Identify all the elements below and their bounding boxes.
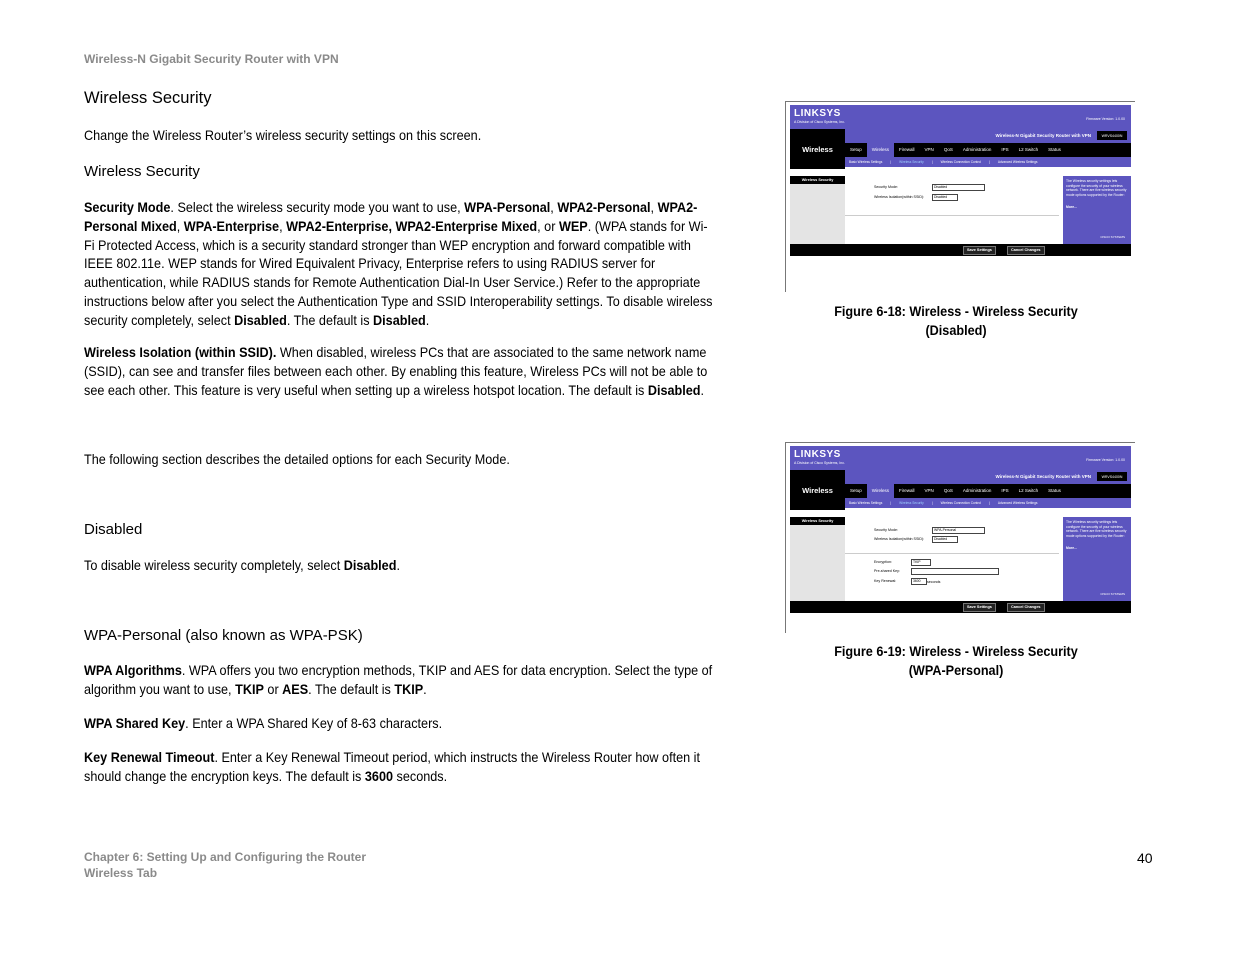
encryption-select[interactable]: TKIP: [911, 559, 931, 566]
tab-firewall[interactable]: Firewall: [899, 488, 915, 493]
subtab-connection-control[interactable]: Wireless Connection Control: [940, 160, 981, 164]
help-panel: [1063, 517, 1131, 601]
tab-ips[interactable]: IPS: [1001, 147, 1009, 152]
subtab-advanced[interactable]: Advanced Wireless Settings: [997, 501, 1038, 505]
text: . Enter a WPA Shared Key of 8-63 characters.: [185, 716, 443, 731]
wpa-title: WPA-Personal (also known as WPA-PSK): [84, 627, 363, 644]
subtab-security[interactable]: Wireless Security: [899, 160, 924, 164]
security-mode-paragraph: [84, 199, 716, 331]
tab-qos[interactable]: QoS: [943, 147, 953, 152]
firmware-version: Firmware Version: 1.0.00: [1086, 458, 1125, 462]
main-nav: [845, 143, 1131, 157]
option: WPA-Enterprise: [183, 218, 280, 234]
tab-setup[interactable]: Setup: [850, 147, 862, 152]
cancel-changes-button[interactable]: Cancel Changes: [1007, 603, 1045, 612]
subtab-sep: |: [890, 501, 892, 505]
logo-subtitle: A Division of Cisco Systems, Inc.: [794, 461, 845, 465]
option: TKIP: [235, 681, 264, 697]
sub-nav: [845, 157, 1131, 167]
security-mode-label: Security Mode:: [874, 185, 898, 189]
text: . (WPA stands for Wi-Fi Protected Access, which is a security standard stronger than WEP encryption and forward compatible with IEEE 802.11e. WEP stands for Wired Equivalent Privacy, Enterprise refers to using RADIUS server for authentication, while RADIUS stands for Remote Authentication Dial-In User Service.) Refer to the appropriate instructions below after you select the Authentication Type and SSID Interoperability settings. To disable wireless security completely, select: [84, 218, 713, 328]
subtab-sep: |: [931, 501, 933, 505]
tab-administration[interactable]: Administration: [962, 147, 992, 152]
caption-line: (WPA-Personal): [908, 663, 1004, 678]
tab-firewall[interactable]: Firewall: [899, 147, 915, 152]
help-panel: [1063, 176, 1131, 244]
sub-nav: [845, 498, 1131, 508]
linksys-header: [790, 105, 1131, 129]
subtab-basic[interactable]: Basic Wireless Settings: [849, 501, 883, 505]
psk-label: Pre-shared Key:: [874, 569, 900, 573]
model-number: WRVS4400N: [1097, 472, 1127, 481]
cisco-logo: CISCO SYSTEMS: [1100, 235, 1125, 240]
divider: [845, 553, 1059, 554]
isolation-select[interactable]: Disabled: [932, 536, 958, 543]
subtab-sep: |: [890, 160, 892, 164]
tab-status[interactable]: Status: [1048, 488, 1061, 493]
subtab-basic[interactable]: Basic Wireless Settings: [849, 160, 883, 164]
renewal-label: Key Renewal:: [874, 579, 897, 583]
caption-line: Figure 6-18: Wireless - Wireless Security: [834, 304, 1078, 319]
option: WEP: [558, 218, 588, 234]
following-paragraph: The following section describes the detailed options for each Security Mode.: [84, 452, 510, 467]
product-bar: [845, 470, 1131, 484]
text: When disabled, wireless PCs that are associated to the same network name (SSID), can see and transfer files between each other. By enabling this feature, Wireless PCs will not be able to see each other. This feature is very useful when setting up a wireless hotspot location. The default is: [84, 345, 708, 398]
more-link[interactable]: More...: [1066, 205, 1077, 210]
subtab-advanced[interactable]: Advanced Wireless Settings: [997, 160, 1038, 164]
cisco-logo: CISCO SYSTEMS: [1100, 592, 1125, 597]
intro-paragraph: Change the Wireless Router’s wireless security settings on this screen.: [84, 128, 482, 143]
option: WPA2-Enterprise, WPA2-Enterprise Mixed: [286, 218, 538, 234]
tab-wireless[interactable]: Wireless: [867, 143, 894, 157]
security-mode-select[interactable]: Disabled: [932, 184, 985, 191]
left-column: [790, 517, 845, 601]
logo-subtitle: A Division of Cisco Systems, Inc.: [794, 120, 845, 124]
subtab-connection-control[interactable]: Wireless Connection Control: [940, 501, 981, 505]
subtab-sep: |: [931, 160, 933, 164]
text: ,: [176, 218, 184, 234]
linksys-header: [790, 446, 1131, 470]
section-label: Wireless: [790, 129, 845, 169]
section-label: Wireless: [790, 470, 845, 510]
text: or: [263, 681, 283, 697]
caption-line: (Disabled): [925, 323, 987, 338]
save-settings-button[interactable]: Save Settings: [963, 246, 996, 255]
divider: [845, 215, 1059, 216]
security-mode-select[interactable]: WPA-Personal: [932, 527, 985, 534]
renewal-input[interactable]: 3600: [911, 578, 927, 585]
text: .: [423, 681, 427, 697]
term: Security Mode: [84, 200, 171, 215]
figure-6-18-caption: [807, 302, 1105, 340]
tab-l2-switch[interactable]: L2 Switch: [1018, 488, 1039, 493]
button-bar: [845, 244, 1131, 256]
tab-qos[interactable]: QoS: [943, 488, 953, 493]
psk-input[interactable]: [911, 568, 999, 575]
left-section-label: Wireless Security: [790, 176, 845, 184]
security-mode-label: Security Mode:: [874, 528, 898, 532]
footer-chapter: Chapter 6: Setting Up and Configuring the Router: [84, 850, 366, 864]
tab-administration[interactable]: Administration: [962, 488, 992, 493]
product-bar: [845, 129, 1131, 143]
term: WPA Shared Key: [84, 716, 186, 731]
left-footer: [790, 601, 845, 613]
text: ,: [550, 200, 558, 215]
term: Key Renewal Timeout: [84, 750, 215, 765]
disabled-title: Disabled: [84, 521, 143, 538]
option: Disabled: [343, 558, 397, 573]
text: .: [396, 558, 400, 573]
option: AES: [282, 681, 309, 697]
option: Disabled: [647, 382, 701, 398]
text: . The default is: [286, 312, 374, 328]
linksys-logo: LINKSYS: [794, 449, 841, 460]
text: ,: [650, 200, 658, 215]
option: 3600: [364, 768, 394, 784]
running-header: Wireless-N Gigabit Security Router with VPN: [84, 52, 339, 66]
text: . Select the wireless security mode you want to use,: [170, 200, 465, 215]
button-bar: [845, 601, 1131, 613]
text: . WPA offers you two encryption methods, TKIP and AES for data encryption. Select the type of algorithm you want to use,: [84, 663, 713, 697]
tab-status[interactable]: Status: [1048, 147, 1061, 152]
renewal-unit: seconds: [927, 580, 941, 584]
linksys-logo: LINKSYS: [794, 108, 841, 119]
left-footer: [790, 244, 845, 256]
tab-vpn[interactable]: VPN: [924, 147, 934, 152]
caption-line: Figure 6-19: Wireless - Wireless Security: [834, 644, 1078, 659]
encryption-label: Encryption:: [874, 560, 892, 564]
firmware-version: Firmware Version: 1.0.00: [1086, 117, 1125, 121]
option: WPA2-Personal: [557, 200, 651, 215]
wpa-algorithms-paragraph: [84, 662, 716, 700]
text: .: [425, 312, 430, 328]
option: TKIP: [394, 681, 424, 697]
option: Disabled: [373, 312, 426, 328]
figure-6-18-screenshot: [785, 101, 1135, 292]
subtab-sep: |: [989, 160, 990, 164]
help-text: The Wireless security settings lets configure the security of your wireless network. There are five wireless security mode options supported by the Router:: [1066, 520, 1127, 538]
figure-6-19-caption: [807, 642, 1105, 680]
section-title: Wireless Security: [84, 89, 212, 107]
text: , or: [537, 218, 559, 234]
isolation-select[interactable]: Disabled: [932, 194, 958, 201]
key-renewal-paragraph: [84, 749, 716, 787]
isolation-label: Wireless Isolation(within SSID):: [874, 195, 925, 199]
text: . The default is: [308, 681, 395, 697]
tab-setup[interactable]: Setup: [850, 488, 862, 493]
figure-6-19-screenshot: [785, 442, 1135, 633]
wpa-shared-key-paragraph: [84, 715, 716, 734]
subsection-title: Wireless Security: [84, 163, 200, 180]
more-link[interactable]: More...: [1066, 546, 1077, 551]
term: WPA Algorithms: [84, 663, 182, 678]
footer-section: Wireless Tab: [84, 866, 158, 880]
product-name: Wireless-N Gigabit Security Router with VPN: [995, 474, 1091, 479]
left-section-label: Wireless Security: [790, 517, 845, 525]
subtab-sep: |: [989, 501, 990, 505]
subtab-security[interactable]: Wireless Security: [899, 501, 924, 505]
text: ,: [279, 218, 287, 234]
product-name: Wireless-N Gigabit Security Router with VPN: [995, 133, 1091, 138]
tab-ips[interactable]: IPS: [1001, 488, 1009, 493]
help-text: The Wireless security settings lets configure the security of your wireless network. There are five wireless security mode options supported by the Router:: [1066, 179, 1127, 197]
tab-vpn[interactable]: VPN: [924, 488, 934, 493]
text: seconds.: [393, 768, 448, 784]
tab-l2-switch[interactable]: L2 Switch: [1018, 147, 1039, 152]
text: To disable wireless security completely, select: [84, 558, 344, 573]
tab-wireless[interactable]: Wireless: [867, 484, 894, 498]
model-number: WRVS4400N: [1097, 131, 1127, 140]
page-number: 40: [1137, 850, 1153, 866]
left-column: [790, 176, 845, 244]
isolation-paragraph: [84, 344, 716, 400]
text: .: [700, 382, 705, 398]
option: Disabled: [234, 312, 287, 328]
cancel-changes-button[interactable]: Cancel Changes: [1007, 246, 1045, 255]
isolation-label: Wireless Isolation(within SSID):: [874, 537, 925, 541]
text: . Enter a Key Renewal Timeout period, which instructs the Wireless Router how often it should change the encryption keys. The default is: [84, 750, 700, 784]
main-nav: [845, 484, 1131, 498]
disabled-paragraph: [84, 557, 716, 576]
option: WPA2-Personal Mixed: [84, 200, 698, 234]
option: WPA-Personal: [464, 200, 551, 215]
save-settings-button[interactable]: Save Settings: [963, 603, 996, 612]
term: Wireless Isolation (within SSID).: [84, 345, 277, 360]
